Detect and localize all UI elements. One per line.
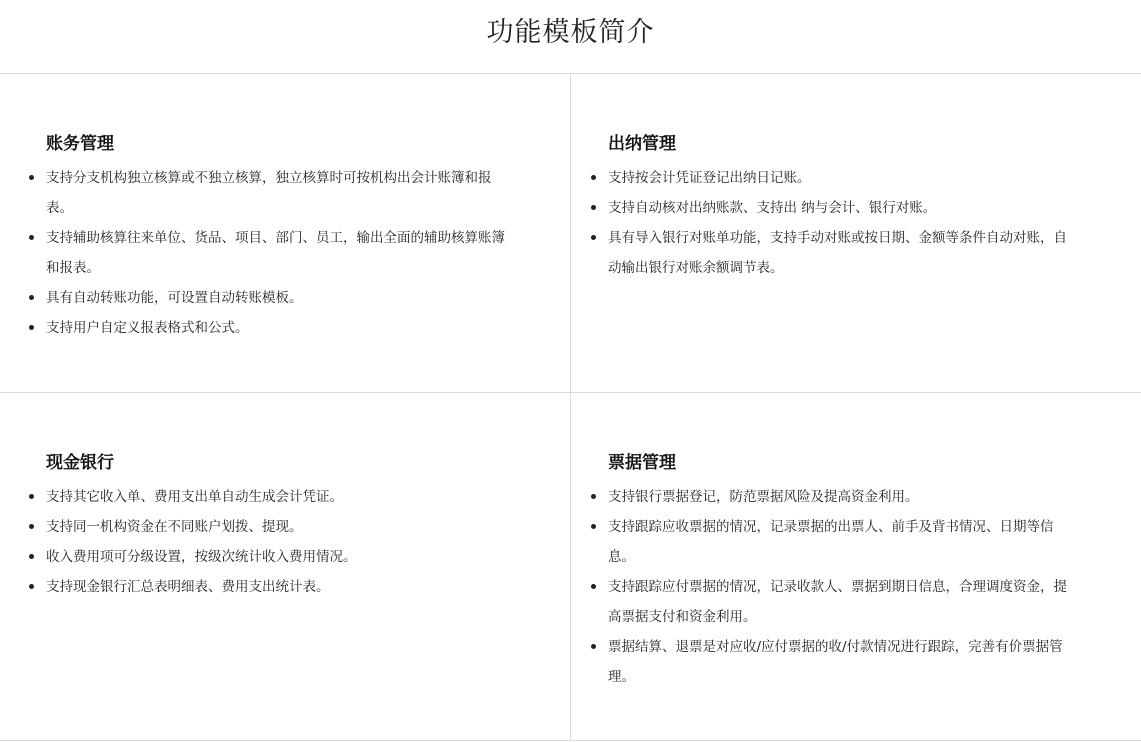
list-item-text: 支持其它收入单、费用支出单自动生成会计凭证。 xyxy=(46,489,343,505)
list-item xyxy=(46,163,516,223)
list-item xyxy=(608,193,1078,223)
list-item xyxy=(46,313,516,343)
list-item-text: 票据结算、退票是对应收/应付票据的收/付款情况进行跟踪，完善有价票据管理。 xyxy=(608,639,1063,685)
bullet-icon xyxy=(591,644,596,649)
list-item-text: 支持跟踪应收票据的情况，记录票据的出票人、前手及背书情况、日期等信息。 xyxy=(608,519,1054,565)
bullet-icon xyxy=(29,584,34,589)
list-item-text: 支持跟踪应付票据的情况，记录收款人、票据到期日信息，合理调度资金，提高票据支付和资金利用。 xyxy=(608,579,1067,625)
panel-notes xyxy=(571,393,1141,740)
bullet-icon xyxy=(29,494,34,499)
list-item xyxy=(608,572,1078,632)
list-item xyxy=(46,223,516,283)
list-item-text: 支持自动核对出纳账款、支持出 纳与会计、银行对账。 xyxy=(608,200,937,216)
list-item xyxy=(46,572,516,602)
list-item-text: 支持现金银行汇总表明细表、费用支出统计表。 xyxy=(46,579,330,595)
feature-list xyxy=(608,163,1078,283)
panel-title: 账务管理 xyxy=(46,134,114,154)
bullet-icon xyxy=(29,524,34,529)
list-item xyxy=(46,542,516,572)
feature-list xyxy=(46,482,516,602)
panel-accounting xyxy=(0,74,570,392)
feature-list xyxy=(608,482,1078,692)
list-item xyxy=(46,283,516,313)
bullet-icon xyxy=(591,235,596,240)
list-item-text: 支持分支机构独立核算或不独立核算，独立核算时可按机构出会计账簿和报表。 xyxy=(46,170,492,216)
page-title: 功能模板简介 xyxy=(486,17,655,48)
list-item xyxy=(46,512,516,542)
bullet-icon xyxy=(29,235,34,240)
list-item-text: 支持同一机构资金在不同账户划拨、提现。 xyxy=(46,519,303,535)
bullet-icon xyxy=(29,295,34,300)
bullet-icon xyxy=(591,524,596,529)
bullet-icon xyxy=(591,584,596,589)
bottom-divider xyxy=(0,740,1141,741)
list-item-text: 支持辅助核算往来单位、货品、项目、部门、员工，输出全面的辅助核算账簿和报表。 xyxy=(46,230,505,276)
list-item xyxy=(608,482,1078,512)
list-item xyxy=(608,223,1078,283)
bullet-icon xyxy=(591,494,596,499)
feature-grid xyxy=(0,74,1141,742)
panel-cash-bank xyxy=(0,393,570,740)
bullet-icon xyxy=(591,175,596,180)
list-item-text: 具有导入银行对账单功能，支持手动对账或按日期、金额等条件自动对账，自动输出银行对账余额调节表。 xyxy=(608,230,1067,276)
list-item xyxy=(46,482,516,512)
list-item-text: 支持用户自定义报表格式和公式。 xyxy=(46,320,249,336)
list-item xyxy=(608,512,1078,572)
bullet-icon xyxy=(29,325,34,330)
list-item-text: 收入费用项可分级设置，按级次统计收入费用情况。 xyxy=(46,549,357,565)
list-item-text: 支持银行票据登记，防范票据风险及提高资金利用。 xyxy=(608,489,919,505)
panel-title: 出纳管理 xyxy=(608,134,676,154)
feature-list xyxy=(46,163,516,343)
list-item xyxy=(608,163,1078,193)
list-item xyxy=(608,632,1078,692)
panel-title: 票据管理 xyxy=(608,453,676,473)
page-header xyxy=(0,0,1141,74)
panel-title: 现金银行 xyxy=(46,453,114,473)
list-item-text: 支持按会计凭证登记出纳日记账。 xyxy=(608,170,811,186)
bullet-icon xyxy=(29,175,34,180)
panel-cashier xyxy=(571,74,1141,392)
list-item-text: 具有自动转账功能，可设置自动转账模板。 xyxy=(46,290,303,306)
bullet-icon xyxy=(29,554,34,559)
bullet-icon xyxy=(591,205,596,210)
